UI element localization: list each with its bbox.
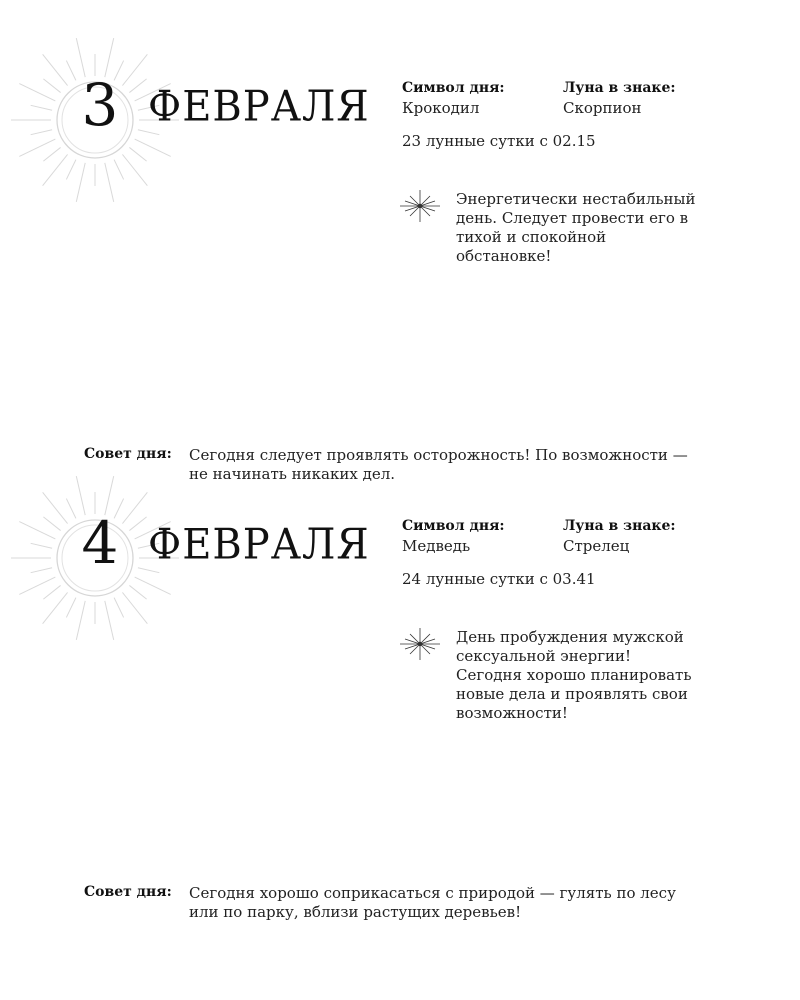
symbol-value: Крокодил bbox=[402, 99, 480, 117]
moon-value: Скорпион bbox=[563, 99, 642, 117]
sparkle-icon bbox=[398, 626, 442, 662]
sparkle-icon bbox=[398, 188, 442, 224]
advice-text: Сегодня хорошо соприкасаться с природой — гулять по лесу или по парку, вблизи растущих деревьев! bbox=[189, 884, 676, 921]
day-number: 4 bbox=[81, 509, 119, 577]
month-name: ФЕВРАЛЯ bbox=[148, 520, 370, 570]
day-description: Энергетически нестабильный день. Следует провести его в тихой и спокойной обстановке! bbox=[456, 190, 696, 265]
advice-label: Совет дня: bbox=[84, 446, 172, 462]
symbol-label: Символ дня: bbox=[402, 518, 505, 534]
day-entry bbox=[0, 70, 800, 510]
day-number: 3 bbox=[81, 71, 119, 139]
symbol-label: Символ дня: bbox=[402, 80, 505, 96]
moon-value: Стрелец bbox=[563, 537, 630, 555]
moon-label: Луна в знаке: bbox=[563, 518, 676, 534]
day-entry bbox=[0, 508, 800, 948]
lunar-day: 23 лунные сутки с 02.15 bbox=[402, 132, 596, 150]
moon-label: Луна в знаке: bbox=[563, 80, 676, 96]
advice-text: Сегодня следует проявлять осторожность! По возможности — не начинать никаких дел. bbox=[189, 446, 688, 483]
day-description: День пробуждения мужской сексуальной энергии! Сегодня хорошо планировать новые дела и проявлять свои возможности! bbox=[456, 628, 692, 722]
lunar-day: 24 лунные сутки с 03.41 bbox=[402, 570, 596, 588]
advice-label: Совет дня: bbox=[84, 884, 172, 900]
month-name: ФЕВРАЛЯ bbox=[148, 82, 370, 132]
symbol-value: Медведь bbox=[402, 537, 471, 555]
